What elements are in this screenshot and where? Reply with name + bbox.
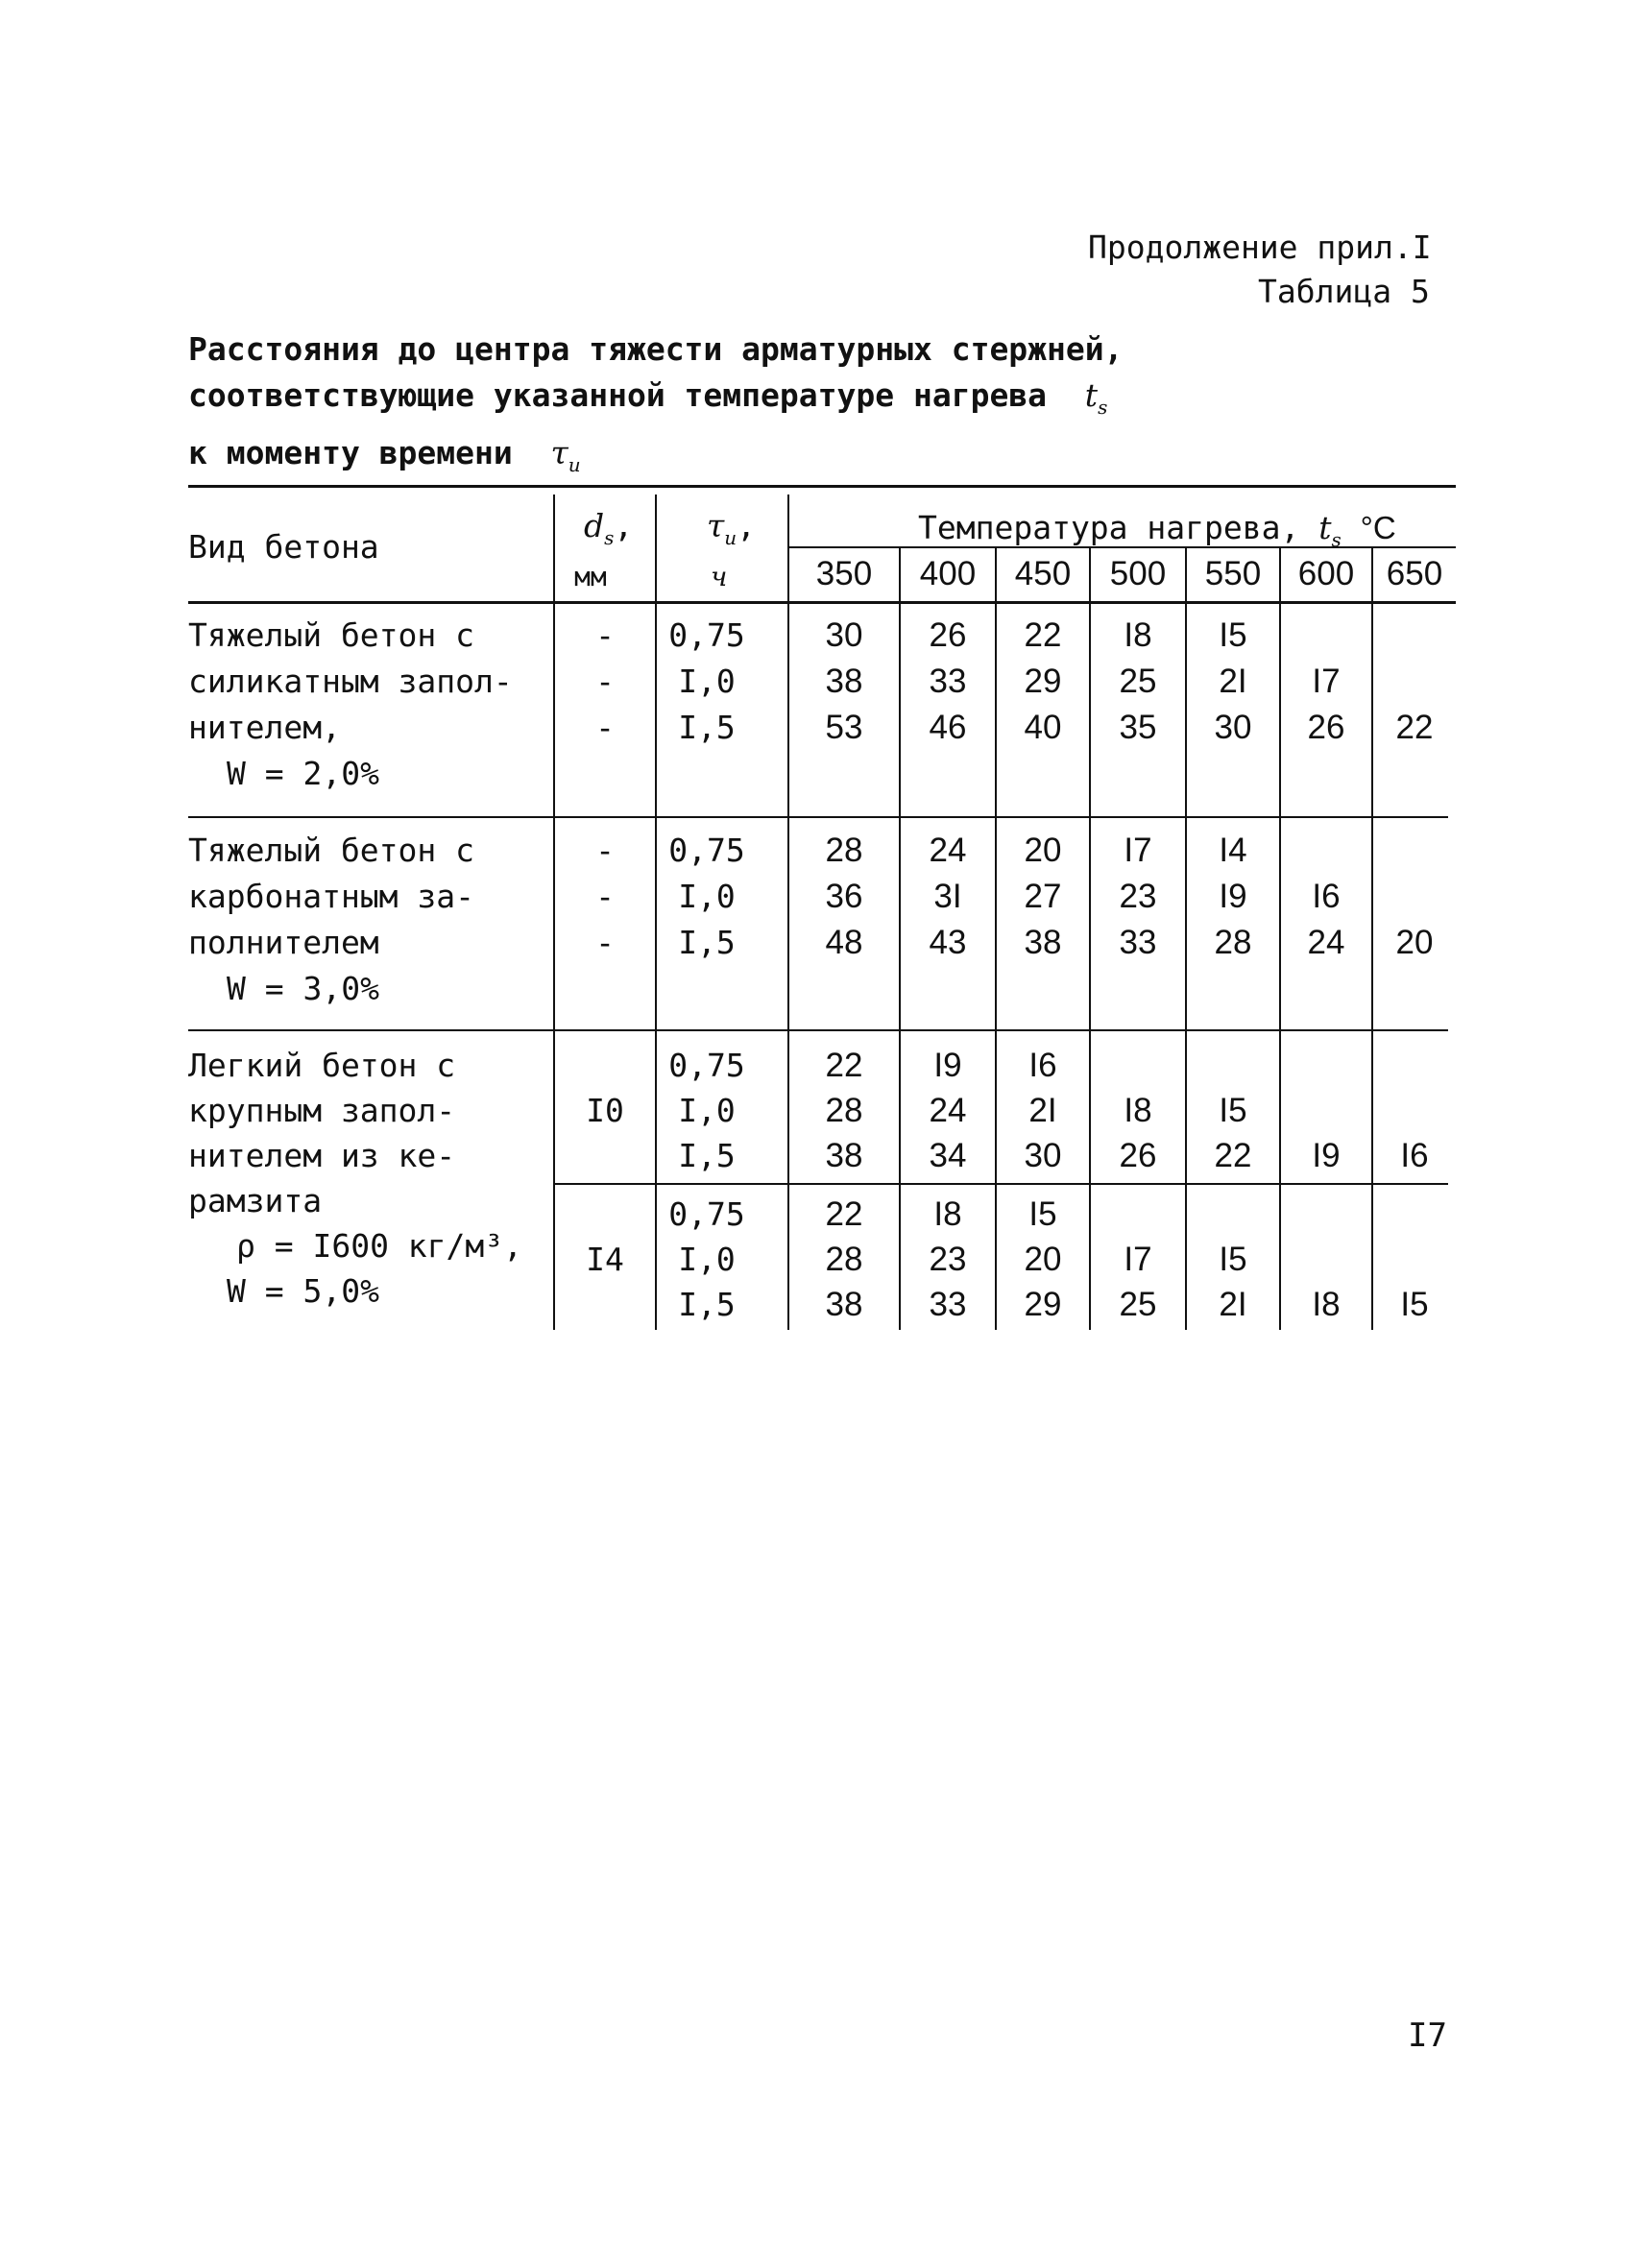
value-cell: 26 [1119, 1137, 1157, 1174]
value-cell: 25 [1119, 1286, 1157, 1323]
value-cell: 2I [1028, 1092, 1057, 1129]
value-cell: 30 [1024, 1137, 1062, 1174]
value-cell: 26 [929, 616, 967, 654]
diameter-cell: - [595, 924, 615, 961]
temp-header-400: 400 [919, 555, 977, 592]
value-cell: I5 [1219, 616, 1247, 654]
group-2-label-line-3: полнителем [188, 924, 379, 961]
diameter-cell: - [595, 878, 615, 915]
diameter-cell: - [595, 709, 615, 746]
value-cell: I8 [1124, 1092, 1152, 1129]
value-cell: I9 [1312, 1137, 1341, 1174]
group-1-moisture: W = 2,0% [227, 755, 379, 792]
value-cell: 33 [929, 663, 967, 700]
time-cell: 0,75 [668, 1195, 745, 1233]
diameter-cell: - [595, 663, 615, 700]
group-2-moisture: W = 3,0% [227, 970, 379, 1007]
value-cell: 26 [1307, 709, 1345, 746]
value-cell: 22 [825, 1047, 863, 1084]
value-cell: 29 [1024, 663, 1062, 700]
group-2-rule [188, 1029, 1448, 1031]
value-cell: 28 [825, 832, 863, 869]
value-cell: I7 [1124, 832, 1152, 869]
temp-header-650: 650 [1386, 555, 1443, 592]
value-cell: 23 [929, 1241, 967, 1278]
temp-header-500: 500 [1109, 555, 1167, 592]
time-cell: I,5 [678, 709, 736, 746]
table-top-rule [188, 485, 1456, 488]
value-cell: 43 [929, 924, 967, 961]
group-3-density: ρ = I600 кг/м³, [236, 1227, 523, 1265]
value-cell: 2I [1219, 1286, 1247, 1323]
value-cell: 38 [825, 663, 863, 700]
value-cell: 28 [825, 1241, 863, 1278]
value-cell: I7 [1312, 663, 1341, 700]
value-cell: 38 [1024, 924, 1062, 961]
diameter-cell: - [595, 616, 615, 654]
col-rule-tau [655, 495, 657, 1330]
time-cell: I,0 [678, 878, 736, 915]
value-cell: 25 [1119, 663, 1157, 700]
header-temperature: Температура нагрева, $t_s$ °C [918, 509, 1396, 551]
table-caption [188, 326, 1124, 488]
header-time: $\tau_u$, [707, 507, 757, 549]
value-cell: I6 [1400, 1137, 1429, 1174]
diameter-cell: I4 [586, 1241, 624, 1278]
value-cell: I4 [1219, 832, 1247, 869]
value-cell: 2I [1219, 663, 1247, 700]
subgroup-rule [553, 1183, 1448, 1185]
diameter-cell: - [595, 832, 615, 869]
value-cell: 53 [825, 709, 863, 746]
value-cell: 38 [825, 1286, 863, 1323]
value-cell: 40 [1024, 709, 1062, 746]
value-cell: 28 [1214, 924, 1252, 961]
caption-line-2: соответствующие указанной температуре нагрева $t_s$ [188, 376, 1108, 419]
page-number: I7 [1408, 2016, 1447, 2055]
value-cell: I9 [933, 1047, 962, 1084]
value-cell: 33 [1119, 924, 1157, 961]
time-cell: 0,75 [668, 616, 745, 654]
caption-line-1: Расстояния до центра тяжести арматурных стержней, [188, 330, 1124, 368]
time-cell: I,0 [678, 663, 736, 700]
value-cell: 38 [825, 1137, 863, 1174]
temp-header-600: 600 [1297, 555, 1355, 592]
value-cell: 23 [1119, 878, 1157, 915]
table-number: Таблица 5 [1258, 273, 1430, 310]
group-1-rule [188, 816, 1448, 818]
value-cell: I6 [1028, 1047, 1057, 1084]
group-3-label-line-2: крупным запол- [188, 1092, 456, 1129]
value-cell: I9 [1219, 878, 1247, 915]
value-cell: I7 [1124, 1241, 1152, 1278]
continuation-label: Продолжение прил.I [1088, 229, 1432, 266]
value-cell: I5 [1400, 1286, 1429, 1323]
value-cell: I5 [1219, 1092, 1247, 1129]
value-cell: 30 [1214, 709, 1252, 746]
value-cell: 34 [929, 1137, 967, 1174]
group-3-moisture: W = 5,0% [227, 1272, 379, 1310]
header-diameter-unit: мм [574, 561, 607, 592]
tau-symbol: $\tau_u$ [550, 434, 581, 476]
value-cell: 48 [825, 924, 863, 961]
value-cell: 24 [929, 1092, 967, 1129]
group-3-label-line-1: Легкий бетон с [188, 1047, 456, 1084]
value-cell: I8 [933, 1195, 962, 1233]
value-cell: 22 [1395, 709, 1434, 746]
group-1-label-line-1: Тяжелый бетон с [188, 616, 475, 654]
time-cell: I,5 [678, 1137, 736, 1174]
header-concrete-type: Вид бетона [188, 528, 379, 566]
value-cell: 20 [1395, 924, 1434, 961]
value-cell: 22 [825, 1195, 863, 1233]
group-3-label-line-4: рамзита [188, 1182, 323, 1219]
temp-header-450: 450 [1014, 555, 1072, 592]
time-cell: 0,75 [668, 1047, 745, 1084]
header-diameter: $d_s$, [584, 507, 634, 549]
value-cell: I6 [1312, 878, 1341, 915]
group-2-label-line-1: Тяжелый бетон с [188, 832, 475, 869]
time-cell: 0,75 [668, 832, 745, 869]
value-cell: 36 [825, 878, 863, 915]
header-time-unit: ч [711, 561, 728, 592]
value-cell: 27 [1024, 878, 1062, 915]
temp-header-350: 350 [815, 555, 873, 592]
value-cell: 20 [1024, 832, 1062, 869]
value-cell: I8 [1124, 616, 1152, 654]
value-cell: I8 [1312, 1286, 1341, 1323]
value-cell: 22 [1024, 616, 1062, 654]
time-cell: I,0 [678, 1092, 736, 1129]
value-cell: 24 [929, 832, 967, 869]
group-1-label-line-3: нителем, [188, 709, 341, 746]
value-cell: 24 [1307, 924, 1345, 961]
temp-header-550: 550 [1204, 555, 1262, 592]
value-cell: 35 [1119, 709, 1157, 746]
value-cell: I5 [1028, 1195, 1057, 1233]
caption-line-3: к моменту времени $\tau_u$ [188, 434, 581, 476]
time-cell: I,5 [678, 1286, 736, 1323]
value-cell: 46 [929, 709, 967, 746]
value-cell: 33 [929, 1286, 967, 1323]
time-cell: I,0 [678, 1241, 736, 1278]
value-cell: 20 [1024, 1241, 1062, 1278]
value-cell: I5 [1219, 1241, 1247, 1278]
group-3-label-line-3: нителем из ке- [188, 1137, 456, 1174]
value-cell: 28 [825, 1092, 863, 1129]
value-cell: 29 [1024, 1286, 1062, 1323]
value-cell: 22 [1214, 1137, 1252, 1174]
value-cell: 30 [825, 616, 863, 654]
value-cell: 3I [933, 878, 962, 915]
diameter-cell: I0 [586, 1092, 624, 1129]
time-cell: I,5 [678, 924, 736, 961]
group-1-label-line-2: силикатным запол- [188, 663, 513, 700]
group-2-label-line-2: карбонатным за- [188, 878, 475, 915]
header-bottom-rule [188, 601, 1456, 604]
ts-symbol: $t_s$ [1084, 376, 1108, 419]
